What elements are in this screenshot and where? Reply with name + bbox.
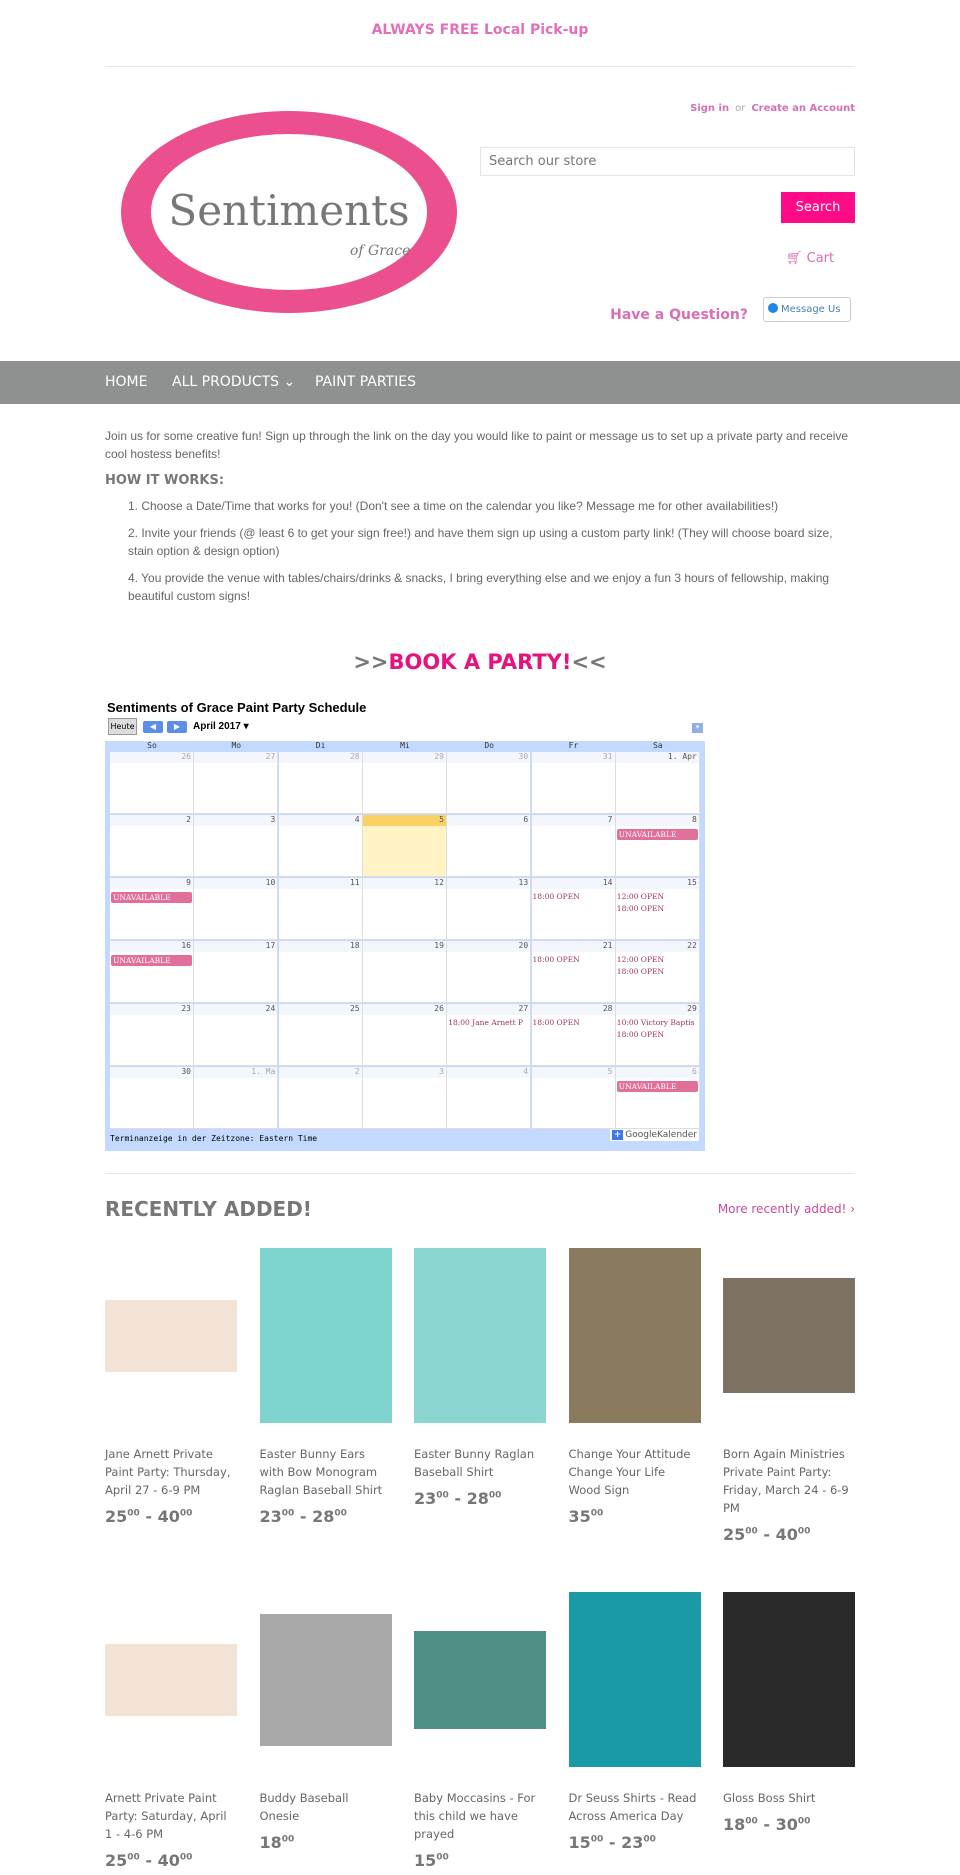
- price-low: 23: [414, 1489, 437, 1508]
- weekday-header: Mi: [400, 741, 410, 750]
- product-price: $35^{00}$: [568, 1507, 604, 1526]
- product-title[interactable]: Arnett Private Paint Party: Saturday, April 1 - 4-6 PM: [105, 1791, 227, 1841]
- calendar-day[interactable]: [279, 752, 363, 814]
- calendar-event[interactable]: 12:00 OPEN: [616, 955, 665, 964]
- cart-label: Cart: [806, 251, 835, 266]
- product-title[interactable]: Easter Bunny Raglan Baseball Shirt: [414, 1447, 535, 1479]
- calendar-day[interactable]: [616, 941, 700, 1003]
- day-number: 30: [110, 1067, 193, 1078]
- day-number: 1. Ma: [194, 1067, 277, 1078]
- calendar-day[interactable]: [110, 1067, 194, 1129]
- day-number: 26: [110, 752, 193, 763]
- day-number: 7: [532, 815, 615, 826]
- product-title[interactable]: Jane Arnett Private Paint Party: Thursday, April 27 - 6-9 PM: [105, 1447, 231, 1497]
- search-input[interactable]: [480, 147, 855, 176]
- day-number: 15: [616, 878, 699, 889]
- product-card[interactable]: [569, 1592, 701, 1852]
- unavailable-event[interactable]: UNAVAILABLE: [617, 829, 698, 840]
- weekday-header: Sa: [652, 741, 663, 750]
- calendar-day[interactable]: [447, 815, 531, 877]
- product-card[interactable]: [105, 1248, 237, 1526]
- unavailable-event[interactable]: UNAVAILABLE: [617, 1081, 698, 1092]
- calendar-event[interactable]: 12:00 OPEN: [616, 892, 665, 901]
- day-number: 6: [447, 815, 530, 826]
- day-number: 14: [532, 878, 615, 889]
- day-number: 27: [194, 752, 277, 763]
- create-account-link[interactable]: Create an Account: [751, 103, 855, 114]
- calendar-day[interactable]: [447, 878, 531, 940]
- weekday-header: So: [147, 741, 157, 750]
- day-number: 20: [447, 941, 530, 952]
- message-us-label: Message Us: [781, 304, 841, 315]
- product-card[interactable]: [260, 1248, 392, 1526]
- day-number: 25: [279, 1004, 362, 1015]
- product-card[interactable]: [723, 1592, 855, 1834]
- product-price: $15^{00}$: [414, 1851, 449, 1870]
- product-card[interactable]: [414, 1592, 546, 1870]
- weekday-header: Mo: [231, 741, 242, 750]
- calendar-day[interactable]: [616, 815, 700, 877]
- day-number: 24: [194, 1004, 277, 1015]
- calendar-day[interactable]: [447, 752, 531, 814]
- calendar-day[interactable]: [110, 815, 194, 877]
- day-number: 23: [110, 1004, 193, 1015]
- calendar-day[interactable]: [194, 1067, 278, 1129]
- product-price: $25^{00} - 40^{00}$: [105, 1507, 193, 1526]
- month-label: April 2017: [193, 721, 241, 732]
- day-number: 1. Apr: [616, 752, 699, 763]
- day-number: 11: [279, 878, 362, 889]
- product-price: $15^{00} - 23^{00}$: [568, 1833, 656, 1852]
- month-selector[interactable]: [193, 721, 249, 732]
- product-image[interactable]: [414, 1248, 546, 1423]
- day-number: 4: [279, 815, 362, 826]
- calendar-day[interactable]: [532, 941, 616, 1003]
- day-number: 31: [532, 752, 615, 763]
- price-high: 40: [157, 1851, 180, 1870]
- product-image[interactable]: [723, 1592, 855, 1767]
- cart-link[interactable]: [786, 251, 834, 266]
- price-low: 18: [723, 1815, 746, 1834]
- product-image[interactable]: [260, 1248, 392, 1423]
- more-recently-added-link[interactable]: More recently added! ›: [717, 1202, 855, 1216]
- calendar-day[interactable]: [616, 878, 700, 940]
- calendar-day[interactable]: [532, 1067, 616, 1129]
- nav-all-products[interactable]: ALL PRODUCTS ⌄: [172, 374, 296, 390]
- product-image[interactable]: [260, 1614, 392, 1746]
- price-low: 25: [105, 1851, 128, 1870]
- day-number: 21: [532, 941, 615, 952]
- google-calendar-button[interactable]: [610, 1129, 699, 1141]
- day-number: 22: [616, 941, 699, 952]
- price-high: 40: [775, 1525, 798, 1544]
- calendar-day[interactable]: [532, 815, 616, 877]
- price-low: 25: [105, 1507, 128, 1526]
- product-image[interactable]: [414, 1631, 546, 1729]
- day-number: 16: [110, 941, 193, 952]
- messenger-icon: [768, 303, 778, 313]
- arrows-left: >>: [353, 650, 389, 674]
- calendar-day[interactable]: [447, 1067, 531, 1129]
- book-a-party-label: BOOK A PARTY!: [388, 650, 572, 674]
- or-text: or: [735, 103, 746, 114]
- recently-added-heading: RECENTLY ADDED!: [105, 1197, 312, 1221]
- day-number: 18: [279, 941, 362, 952]
- divider: [105, 66, 855, 67]
- product-card[interactable]: [569, 1248, 701, 1526]
- calendar-day[interactable]: [532, 752, 616, 814]
- weekday-header: Fr: [568, 741, 579, 750]
- message-us-button[interactable]: [763, 297, 851, 322]
- calendar-day[interactable]: [194, 815, 278, 877]
- product-price: $18^{00} - 30^{00}$: [723, 1815, 811, 1834]
- day-number: 10: [194, 878, 277, 889]
- product-price: $23^{00} - 28^{00}$: [259, 1507, 347, 1526]
- weekday-header: Do: [484, 741, 494, 750]
- calendar-event[interactable]: 18:00 OPEN: [616, 1030, 665, 1039]
- timezone-note: Terminanzeige in der Zeitzone: Eastern Time: [110, 1134, 318, 1143]
- product-card[interactable]: [105, 1592, 237, 1870]
- product-price: $25^{00} - 40^{00}$: [723, 1525, 811, 1544]
- cart-icon: 🛒︎: [786, 251, 807, 266]
- divider: [105, 1173, 855, 1174]
- calendar-event[interactable]: 18:00 OPEN: [532, 955, 580, 964]
- day-number: 28: [532, 1004, 615, 1015]
- day-number: 30: [447, 752, 530, 763]
- calendar-day[interactable]: [279, 1067, 363, 1129]
- price-high: 23: [621, 1833, 644, 1852]
- calendar-day[interactable]: [194, 878, 278, 940]
- product-image[interactable]: [105, 1644, 237, 1716]
- product-title[interactable]: Change Your Attitude Change Your Life Wood Sign: [568, 1447, 691, 1497]
- book-a-party-link[interactable]: [0, 650, 960, 674]
- prev-month-button[interactable]: ◀: [143, 721, 163, 733]
- sign-in-link[interactable]: Sign in: [690, 103, 730, 114]
- day-number: 2: [110, 815, 193, 826]
- free-pickup-banner: ALWAYS FREE Local Pick-up: [371, 22, 589, 38]
- calendar-day[interactable]: [616, 752, 700, 814]
- day-number: 3: [194, 815, 277, 826]
- price-high: 28: [466, 1489, 489, 1508]
- day-number: 12: [363, 878, 446, 889]
- calendar-day[interactable]: [110, 1004, 194, 1066]
- calendar-day[interactable]: [279, 878, 363, 940]
- day-number: 3: [363, 1067, 446, 1078]
- product-title[interactable]: Gloss Boss Shirt: [723, 1791, 816, 1805]
- calendar-day[interactable]: [363, 1067, 447, 1129]
- plus-icon: +: [613, 1130, 622, 1140]
- day-number: 6: [616, 1067, 699, 1078]
- product-image[interactable]: [569, 1592, 701, 1767]
- price-high: 30: [775, 1815, 798, 1834]
- day-number: 29: [363, 752, 446, 763]
- weekday-header: Di: [315, 741, 326, 750]
- have-a-question-text: Have a Question?: [610, 307, 748, 323]
- intro-text: Join us for some creative fun! Sign up through the link on the day you would like to paint or message us to set up a private party and receive cool hostess benefits!: [105, 429, 849, 461]
- product-card[interactable]: [414, 1248, 546, 1508]
- today-button[interactable]: Heute: [108, 718, 137, 735]
- product-title[interactable]: Baby Moccasins - For this child we have prayed: [414, 1791, 536, 1841]
- product-price: $23^{00} - 28^{00}$: [414, 1489, 502, 1508]
- arrows-right: <<: [571, 650, 607, 674]
- search-button[interactable]: Search: [781, 192, 855, 223]
- calendar-day[interactable]: [110, 878, 194, 940]
- calendar-day[interactable]: [363, 878, 447, 940]
- product-card[interactable]: [723, 1248, 855, 1544]
- svg-text:of Grace: of Grace: [350, 243, 411, 259]
- price-low: 18: [259, 1833, 282, 1852]
- day-number: 29: [616, 1004, 699, 1015]
- nav-paint-parties[interactable]: PAINT PARTIES: [315, 374, 416, 390]
- calendar-event[interactable]: 18:00 OPEN: [532, 892, 580, 901]
- product-price: $25^{00} - 40^{00}$: [105, 1851, 193, 1870]
- calendar-day[interactable]: [363, 941, 447, 1003]
- calendar-day[interactable]: [363, 815, 447, 877]
- calendar-day[interactable]: [194, 941, 278, 1003]
- day-number: 19: [363, 941, 446, 952]
- calendar-day[interactable]: [616, 1067, 700, 1129]
- next-month-button[interactable]: ▶: [167, 721, 187, 733]
- main-nav: [0, 361, 960, 404]
- calendar-day[interactable]: [110, 752, 194, 814]
- day-number: 9: [110, 878, 193, 889]
- day-number: 5: [363, 815, 446, 826]
- calendar-day[interactable]: [447, 1004, 531, 1066]
- calendar-day[interactable]: [532, 878, 616, 940]
- day-number: 17: [194, 941, 277, 952]
- price-low: 23: [259, 1507, 282, 1526]
- calendar-event[interactable]: 10:00 Victory Baptis: [616, 1018, 695, 1027]
- unavailable-event[interactable]: UNAVAILABLE: [111, 892, 192, 903]
- day-number: 13: [447, 878, 530, 889]
- calendar-event[interactable]: 18:00 OPEN: [616, 967, 665, 976]
- day-number: 28: [279, 752, 362, 763]
- google-calendar-label: GoogleKalender: [625, 1130, 697, 1140]
- day-number: 2: [279, 1067, 362, 1078]
- dropdown-arrow-icon: ▾: [243, 721, 249, 732]
- step-4: 4. You provide the venue with tables/chairs/drinks & snacks, I bring everything else and we enjoy a fun 3 hours of fellowship, making beautiful custom signs!: [128, 571, 830, 603]
- price-low: 15: [568, 1833, 591, 1852]
- calendar-day[interactable]: [363, 1004, 447, 1066]
- calendar-event[interactable]: 18:00 OPEN: [616, 904, 665, 913]
- product-image[interactable]: [723, 1278, 855, 1393]
- store-logo[interactable]: [120, 110, 458, 315]
- account-links: [690, 103, 855, 114]
- calendar-day[interactable]: [279, 1004, 363, 1066]
- day-number: 27: [447, 1004, 530, 1015]
- calendar-day[interactable]: [194, 1004, 278, 1066]
- day-number: 8: [616, 815, 699, 826]
- product-title[interactable]: Easter Bunny Ears with Bow Monogram Raglan Baseball Shirt: [259, 1447, 383, 1497]
- unavailable-event[interactable]: UNAVAILABLE: [111, 955, 192, 966]
- calendar-day[interactable]: [279, 941, 363, 1003]
- calendar-day[interactable]: [616, 1004, 700, 1066]
- day-number: 5: [532, 1067, 615, 1078]
- product-image[interactable]: [569, 1248, 701, 1423]
- how-it-works-heading: HOW IT WORKS:: [105, 473, 225, 488]
- calendar-day[interactable]: [447, 941, 531, 1003]
- calendar-day[interactable]: [279, 815, 363, 877]
- intro-section: [105, 427, 855, 605]
- price-high: 40: [157, 1507, 180, 1526]
- calendar-menu-icon[interactable]: ▾: [692, 723, 703, 733]
- calendar-day[interactable]: [532, 1004, 616, 1066]
- product-price: $18^{00}$: [259, 1833, 295, 1852]
- calendar-day[interactable]: [194, 752, 278, 814]
- calendar-title: Sentiments of Grace Paint Party Schedule: [107, 700, 367, 715]
- day-number: 4: [447, 1067, 530, 1078]
- product-title[interactable]: Buddy Baseball Onesie: [259, 1791, 349, 1823]
- calendar-day[interactable]: [363, 752, 447, 814]
- product-card[interactable]: [260, 1592, 392, 1852]
- calendar-event[interactable]: 18:00 OPEN: [532, 1018, 580, 1027]
- price-low: 25: [723, 1525, 746, 1544]
- product-title[interactable]: Born Again Ministries Private Paint Party: Friday, March 24 - 6-9 PM: [723, 1447, 849, 1515]
- day-number: 26: [363, 1004, 446, 1015]
- product-title[interactable]: Dr Seuss Shirts - Read Across America Day: [568, 1791, 697, 1823]
- price-low: 35: [568, 1507, 591, 1526]
- product-image[interactable]: [105, 1300, 237, 1372]
- step-2: 2. Invite your friends (@ least 6 to get your sign free!) and have them sign up using a custom party link! (They will choose board size, stain option & design option): [128, 526, 833, 558]
- calendar-day[interactable]: [110, 941, 194, 1003]
- nav-home[interactable]: HOME: [105, 374, 148, 390]
- price-low: 15: [414, 1851, 437, 1870]
- price-high: 28: [312, 1507, 335, 1526]
- calendar-widget: [105, 741, 705, 1151]
- step-1: 1. Choose a Date/Time that works for you! (Don't see a time on the calendar you like? Message me for other availabilities!): [128, 499, 779, 513]
- calendar-event[interactable]: 18:00 Jane Arnett P: [448, 1018, 524, 1027]
- svg-text:Sentiments: Sentiments: [168, 186, 410, 235]
